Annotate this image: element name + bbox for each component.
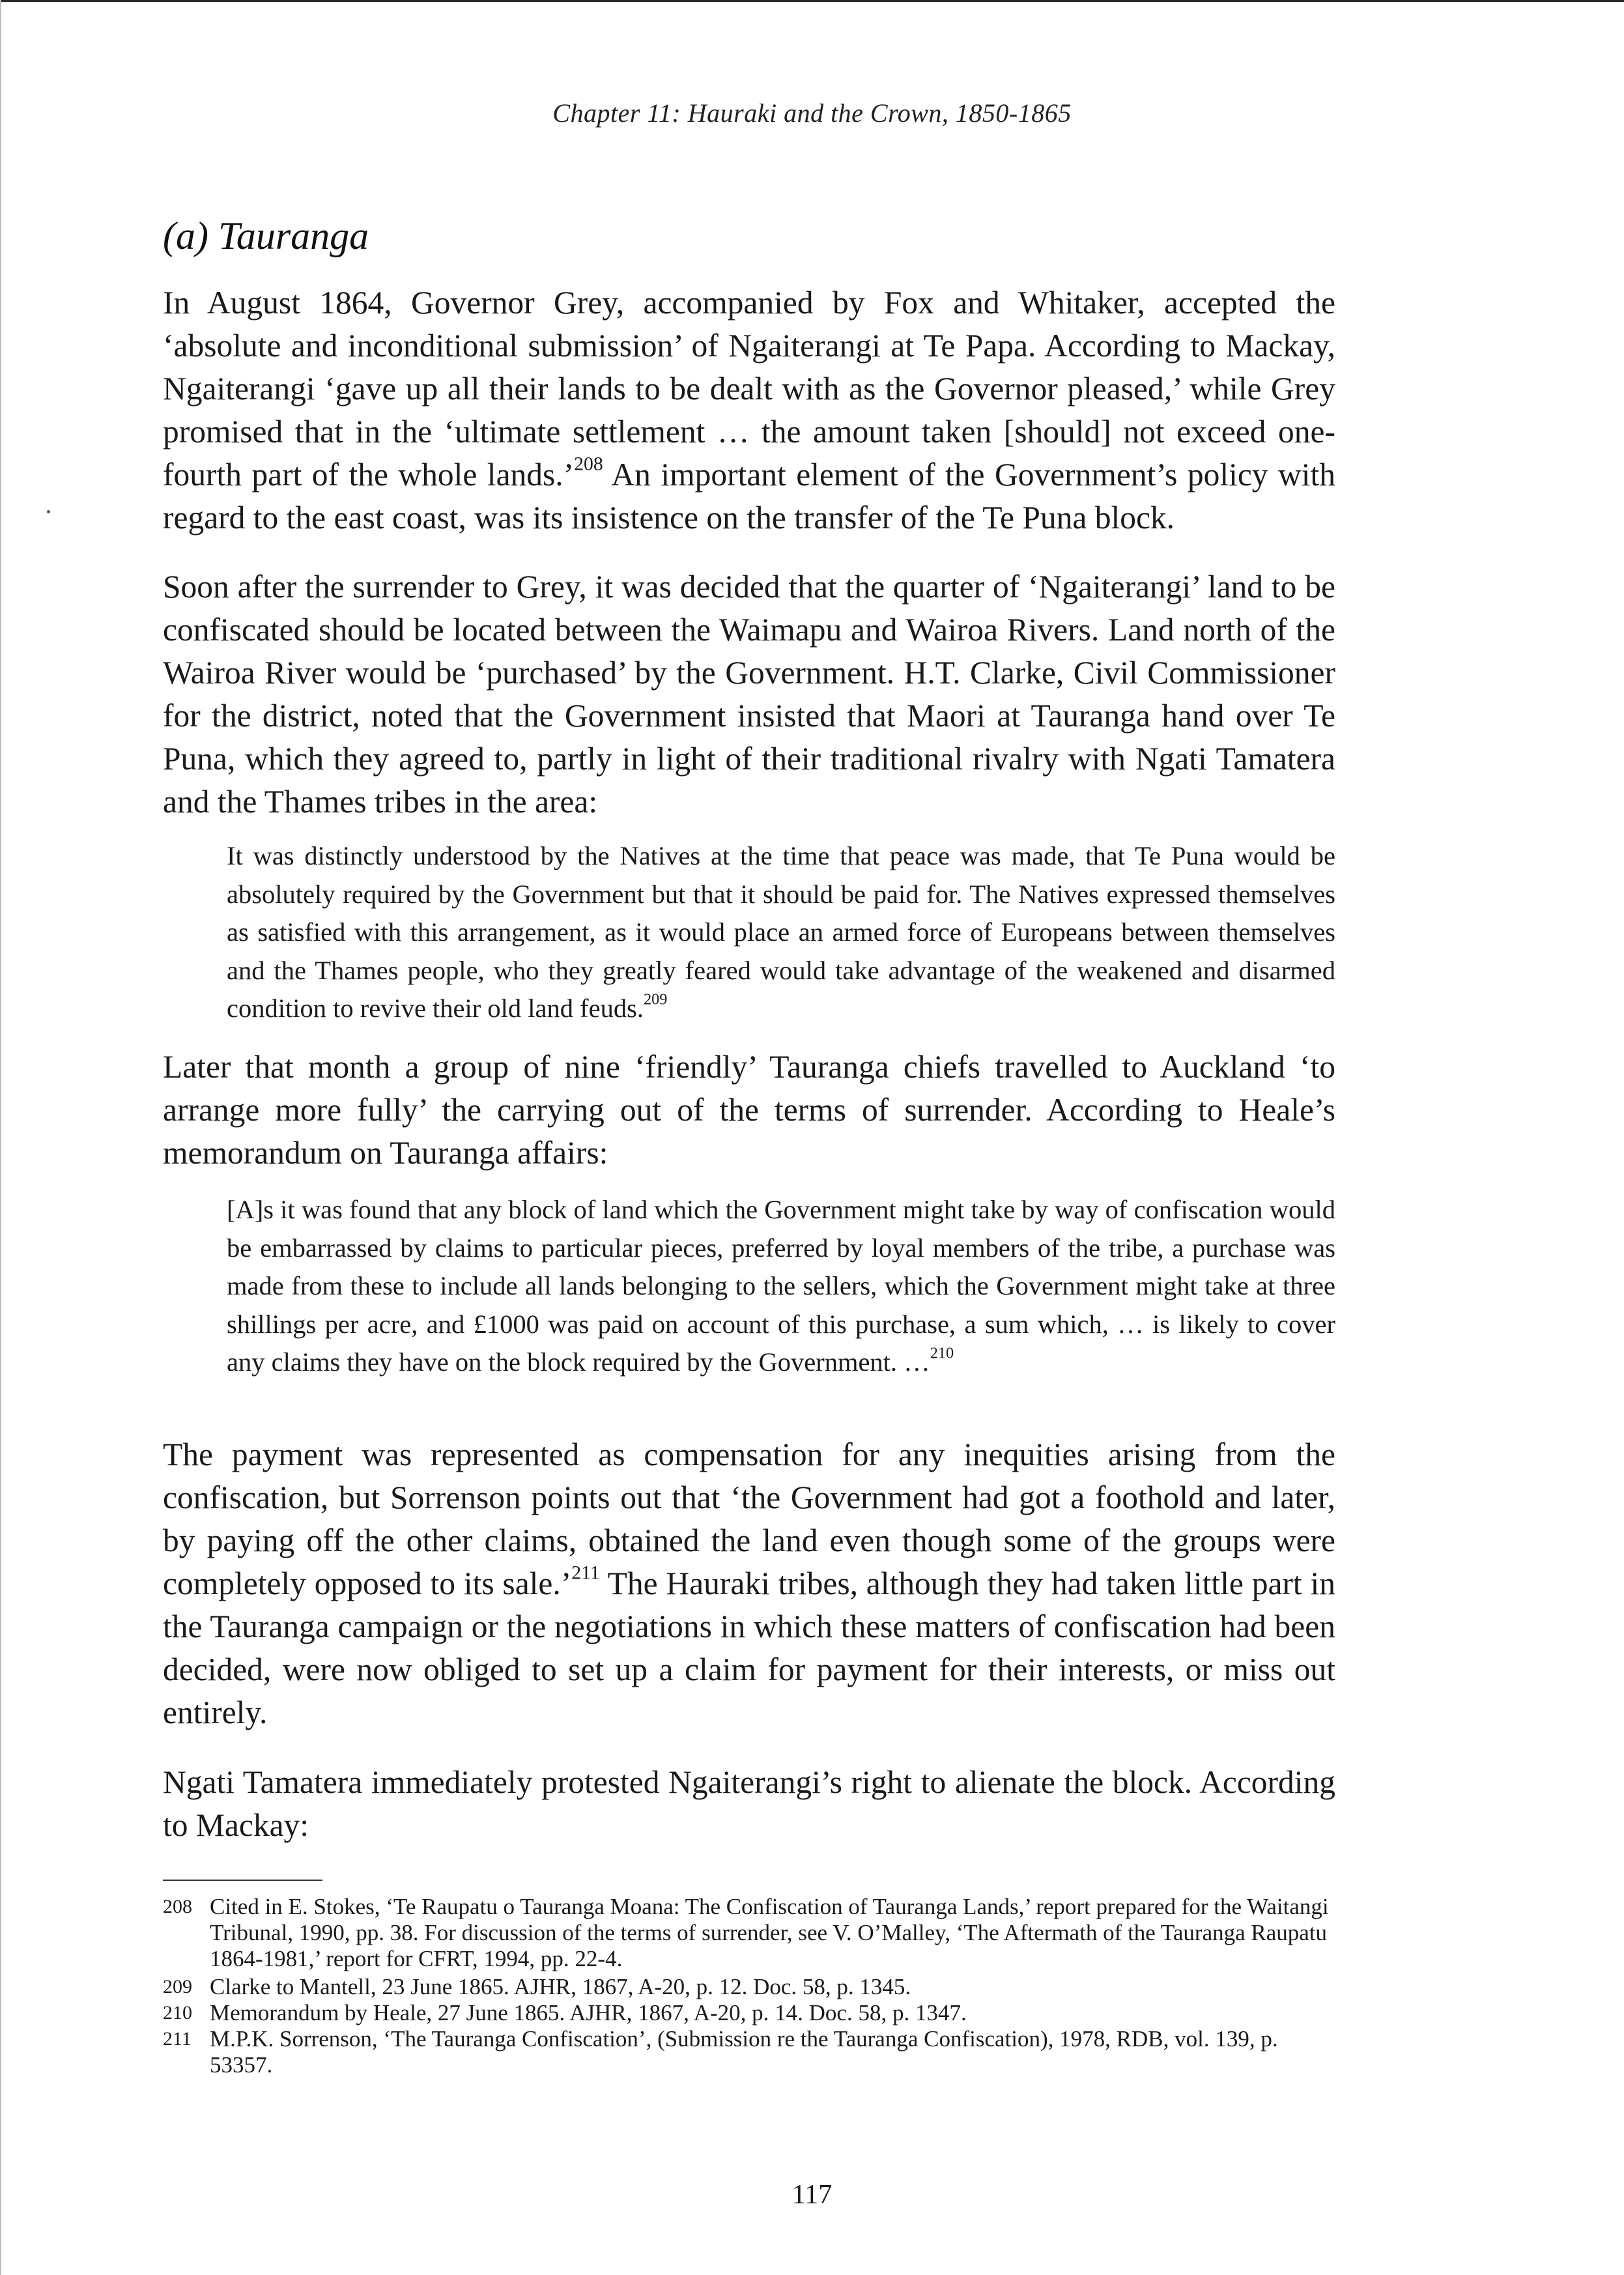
footnote-ref-210[interactable]: 210 (930, 1344, 954, 1362)
quote-text: [A]s it was found that any block of land which the Government might take by way of confiscation would be embarrassed by claims to particular pieces, preferred by loyal members of the tribe, a purchase was made from these to include all lands belonging to the sellers, which the Government might take at three shillings per acre, and £1000 was paid on account of this purchase, a sum which, … is likely to cover any claims they have on the block required by the Government. … (227, 1195, 1335, 1377)
block-quote-1 (227, 837, 1335, 1028)
page-left-edge (0, 0, 1, 2275)
footnote-number: 210 (163, 2002, 192, 2024)
paragraph-2 (163, 565, 1335, 823)
footnote-210 (163, 2000, 1335, 2026)
quote-text: It was distinctly understood by the Natives at the time that peace was made, that Te Puna would be absolutely required by the Government but that it should be paid for. The Natives expressed themselves as satisfied with this arrangement, as it would place an armed force of Europeans between themselves and the Thames people, who they greatly feared would take advantage of the weakened and disarmed condition to revive their old land feuds. (227, 841, 1335, 1023)
paragraph-text: In August 1864, Governor Grey, accompanied by Fox and Whitaker, accepted the ‘absolute and inconditional submission’ of Ngaiterangi at Te Papa. According to Mackay, Ngaiterangi ‘gave up all their lands to be dealt with as the Governor pleased,’ while Grey promised that in the ‘ultimate settlement … the amount taken [should] not exceed one-fourth part of the whole lands.’ (163, 285, 1335, 493)
footnote-ref-209[interactable]: 209 (643, 990, 668, 1009)
block-quote-2 (227, 1191, 1335, 1382)
footnote-number: 211 (163, 2028, 192, 2050)
footnote-number: 208 (163, 1896, 192, 1917)
page-top-border (0, 0, 1624, 2)
scan-speck (47, 510, 50, 513)
paragraph-4 (163, 1433, 1335, 1734)
paragraph-text-cont: The Hauraki tribes, although they had taken little part in the Tauranga campaign or the negotiations in which these matters of confiscation had been decided, were now obliged to set up a claim for payment for their interests, or miss out entirely. (163, 1566, 1335, 1730)
paragraph-text: The payment was represented as compensation for any inequities arising from the confiscation, but Sorrenson points out that ‘the Government had got a foothold and later, by paying off the other claims, obtained the land even though some of the groups were completely opposed to its sale.’ (163, 1437, 1335, 1601)
running-head: Chapter 11: Hauraki and the Crown, 1850-1865 (552, 98, 1072, 128)
paragraph-3 (163, 1046, 1335, 1175)
paragraph-text: Soon after the surrender to Grey, it was decided that the quarter of ‘Ngaiterangi’ land to be confiscated should be located between the Waimapu and Wairoa Rivers. Land north of the Wairoa River would be ‘purchased’ by the Government. H.T. Clarke, Civil Commissioner for the district, noted that the Government insisted that Maori at Tauranga hand over Te Puna, which they agreed to, partly in light of their traditional rivalry with Ngati Tamatera and the Thames tribes in the area: (163, 569, 1335, 820)
page-number: 117 (791, 2180, 833, 2210)
paragraph-1 (163, 281, 1335, 539)
paragraph-text: Ngati Tamatera immediately protested Ngaiterangi’s right to alienate the block. According to Mackay: (163, 1764, 1335, 1843)
footnote-divider (163, 1880, 322, 1881)
footnote-208 (163, 1894, 1335, 1972)
footnote-text: Cited in E. Stokes, ‘Te Raupatu o Tauranga Moana: The Confiscation of Tauranga Lands,’ report prepared for the Waitangi Tribunal, 1990, pp. 38. For discussion of the terms of surrender, see V. O’Malley, ‘The Aftermath of the Tauranga Raupatu 1864-1981,’ report for CFRT, 1994, pp. 22-4. (210, 1894, 1329, 1971)
footnote-text: M.P.K. Sorrenson, ‘The Tauranga Confiscation’, (Submission re the Tauranga Confiscation), 1978, RDB, vol. 139, p. 53357. (210, 2026, 1278, 2078)
footnote-ref-208[interactable]: 208 (574, 453, 603, 475)
footnote-209 (163, 1974, 1335, 2000)
footnote-number: 209 (163, 1976, 192, 1997)
footnote-text: Clarke to Mantell, 23 June 1865. AJHR, 1867, A-20, p. 12. Doc. 58, p. 1345. (210, 1974, 911, 1999)
paragraph-text: Later that month a group of nine ‘friendly’ Tauranga chiefs travelled to Auckland ‘to arrange more fully’ the carrying out of the terms of surrender. According to Heale’s memorandum on Tauranga affairs: (163, 1049, 1335, 1171)
paragraph-5 (163, 1761, 1335, 1847)
footnote-ref-211[interactable]: 211 (571, 1562, 600, 1584)
section-title: (a) Tauranga (163, 214, 369, 257)
footnote-211 (163, 2026, 1335, 2078)
footnote-text: Memorandum by Heale, 27 June 1865. AJHR, 1867, A-20, p. 14. Doc. 58, p. 1347. (210, 2000, 967, 2025)
paragraph-text-cont: An important element of the Government’s policy with regard to the east coast, was its insistence on the transfer of the Te Puna block. (163, 457, 1335, 536)
